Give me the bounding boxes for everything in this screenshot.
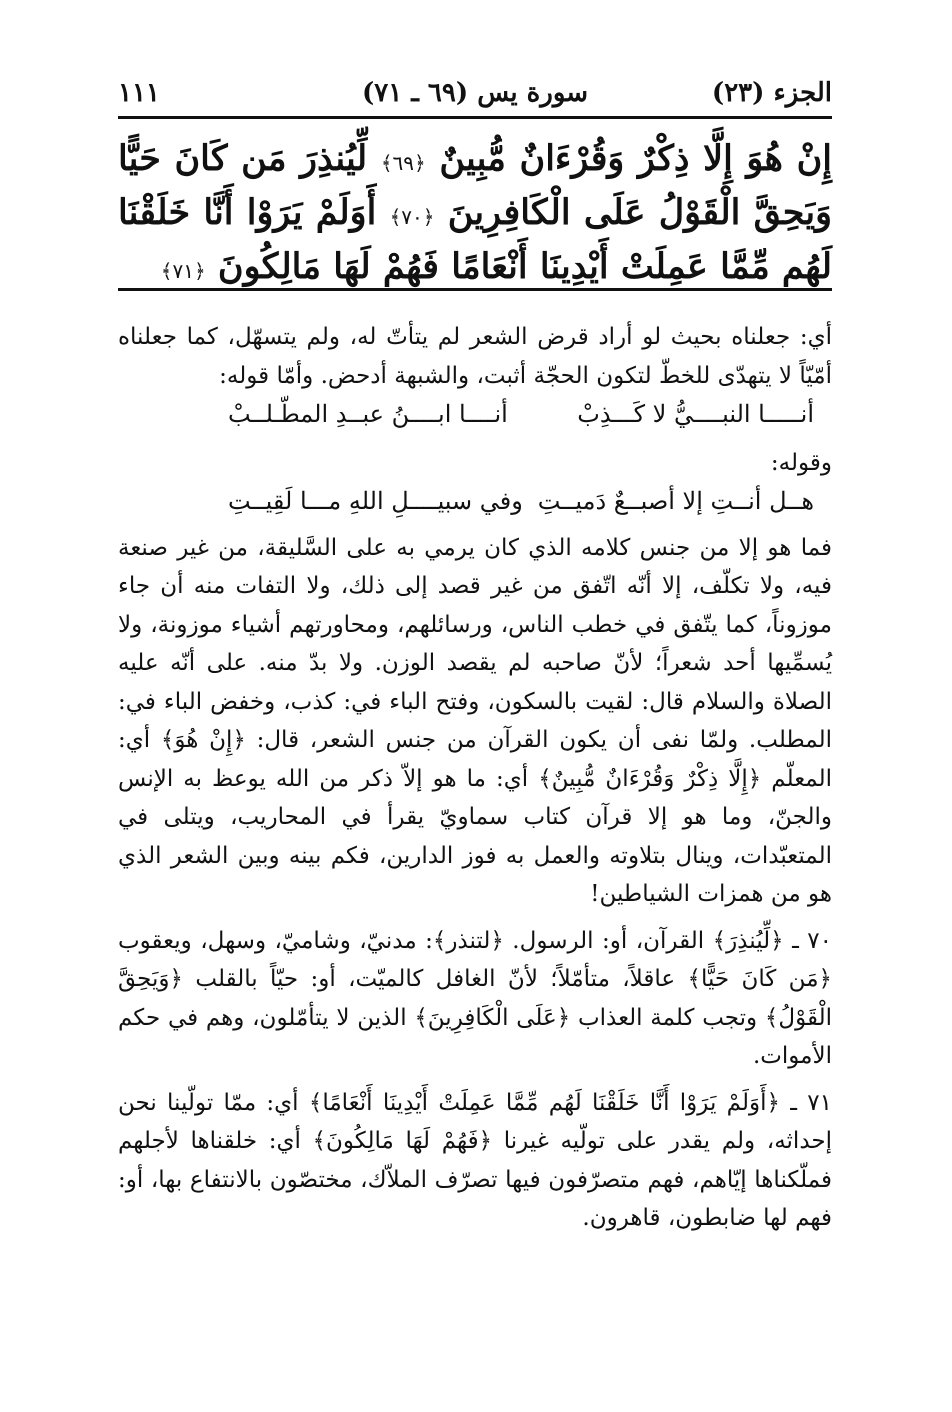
juz-label: الجزء (٢٣)	[711, 78, 832, 108]
commentary-paragraph-1: أي: جعلناه بحيث لو أراد قرض الشعر لم يتأتّ له، ولم يتسهّل، كما جعلناه أمّيّاً لا يتهدّى للخطّ لتكون الحجّة أثبت، والشبهة أدحض. وأمّا قوله:	[118, 324, 832, 389]
verse-marker-69: ﴿٦٩﴾	[380, 151, 426, 175]
quran-verse-70: لِّيُنذِرَ مَن كَانَ حَيًّا وَيَحِقَّ الْقَوْلُ عَلَى الْكَافِرِينَ	[118, 138, 833, 233]
separator-rule	[118, 288, 832, 291]
commentary-paragraph-2: فما هو إلا من جنس كلامه الذي كان يرمي به على السَّليقة، من غير صنعة فيه، ولا تكلّف، إلا أنّه اتّفق من غير قصد إلى ذلك، ولا التفات منه أن جاء موزوناً، كما يتّفق في خطب الناس، ورسائلهم، ومحاورتهم أشياء موزونة، ولا يُسمِّيها أحد شعراً؛ لأنّ صاحبه لم يقصد الوزن. ولا بدّ منه. على أنّه عليه الصلاة والسلام قال: لقيت بالسكون، وفتح الباء في: كذب، وخفض الباء في: المطلب. ولمّا نفى أن يكون القرآن من جنس الشعر، قال: ﴿إِنْ هُوَ﴾ أي: المعلّم ﴿إِلَّا ذِكْرٌ وَقُرْءَانٌ مُّبِينٌ﴾ أي: ما هو إلاّ ذكر من الله يوعظ به الإنس والجنّ، وما هو إلا قرآن كتاب سماويّ يقرأ في المحاريب، ويتلى في المتعبّدات، وينال بتلاوته والعمل به فوز الدارين، فكم بينه وبين الشعر الذي هو من همزات الشياطين!	[118, 534, 832, 907]
verse-marker-70: ﴿٧٠﴾	[389, 205, 435, 229]
poetry-verse-2	[118, 482, 832, 521]
page-number: ١١١	[118, 78, 160, 108]
commentary-paragraph-verse-70: ٧٠ ـ ﴿لِّيُنذِرَ﴾ القرآن، أو: الرسول. ﴿لتنذر﴾: مدنيّ، وشاميّ، وسهل، ويعقوب ﴿مَن كَانَ حَيًّا﴾ عاقلاً، متأمّلاً؛ لأنّ الغافل كالميّت، أو: حيّاً بالقلب ﴿وَيَحِقَّ الْقَوْلُ﴾ وتجب كلمة العذاب ﴿عَلَى الْكَافِرِينَ﴾ الذين لا يتأمّلون، وهم في حكم الأموات.	[118, 927, 832, 1069]
verse-1-first-hemistich: أنـــــا النبــــيُّ لا كَـــذِبْ	[577, 400, 814, 428]
poetry-label: وقوله:	[770, 449, 832, 476]
commentary-block	[118, 318, 832, 1238]
page-header	[118, 72, 832, 119]
verse-2-first-hemistich: هــل أنــتِ إلا أصبــعٌ دَميــتِ	[537, 487, 814, 515]
quran-verse-71: أَوَلَمْ يَرَوْا أَنَّا خَلَقْنَا لَهُم مِّمَّا عَمِلَتْ أَيْدِينَا أَنْعَامًا فَهُمْ لَهَا مَالِكُونَ	[118, 192, 832, 287]
commentary-paragraph-verse-71: ٧١ ـ ﴿أَوَلَمْ يَرَوْا أَنَّا خَلَقْنَا لَهُم مِّمَّا عَمِلَتْ أَيْدِينَا أَنْعَامًا﴾ أي: ممّا تولّينا نحن إحداثه، ولم يقدر على تولّيه غيرنا ﴿فَهُمْ لَهَا مَالِكُونَ﴾ أي: خلقناها لأجلهم فملّكناها إيّاهم، فهم متصرّفون فيها تصرّف الملاّك، مختصّون بالانتفاع بها، أو: فهم لها ضابطون، قاهرون.	[118, 1089, 832, 1231]
verse-1-second-hemistich: أنــــا ابــــنُ عبــدِ المطّـلــبْ	[228, 400, 508, 428]
poetry-verse-1	[118, 395, 832, 434]
verse-marker-71: ﴿٧١﴾	[160, 259, 206, 283]
verse-2-second-hemistich: وفي سبيــــلِ اللهِ مـــا لَقِيــتِ	[228, 487, 523, 515]
quran-verse-69: إِنْ هُوَ إِلَّا ذِكْرٌ وَقُرْءَانٌ مُّبِينٌ	[439, 138, 833, 179]
quran-text-block	[118, 134, 832, 296]
surah-title: سورة يس (٦٩ ـ ٧١)	[361, 78, 589, 108]
